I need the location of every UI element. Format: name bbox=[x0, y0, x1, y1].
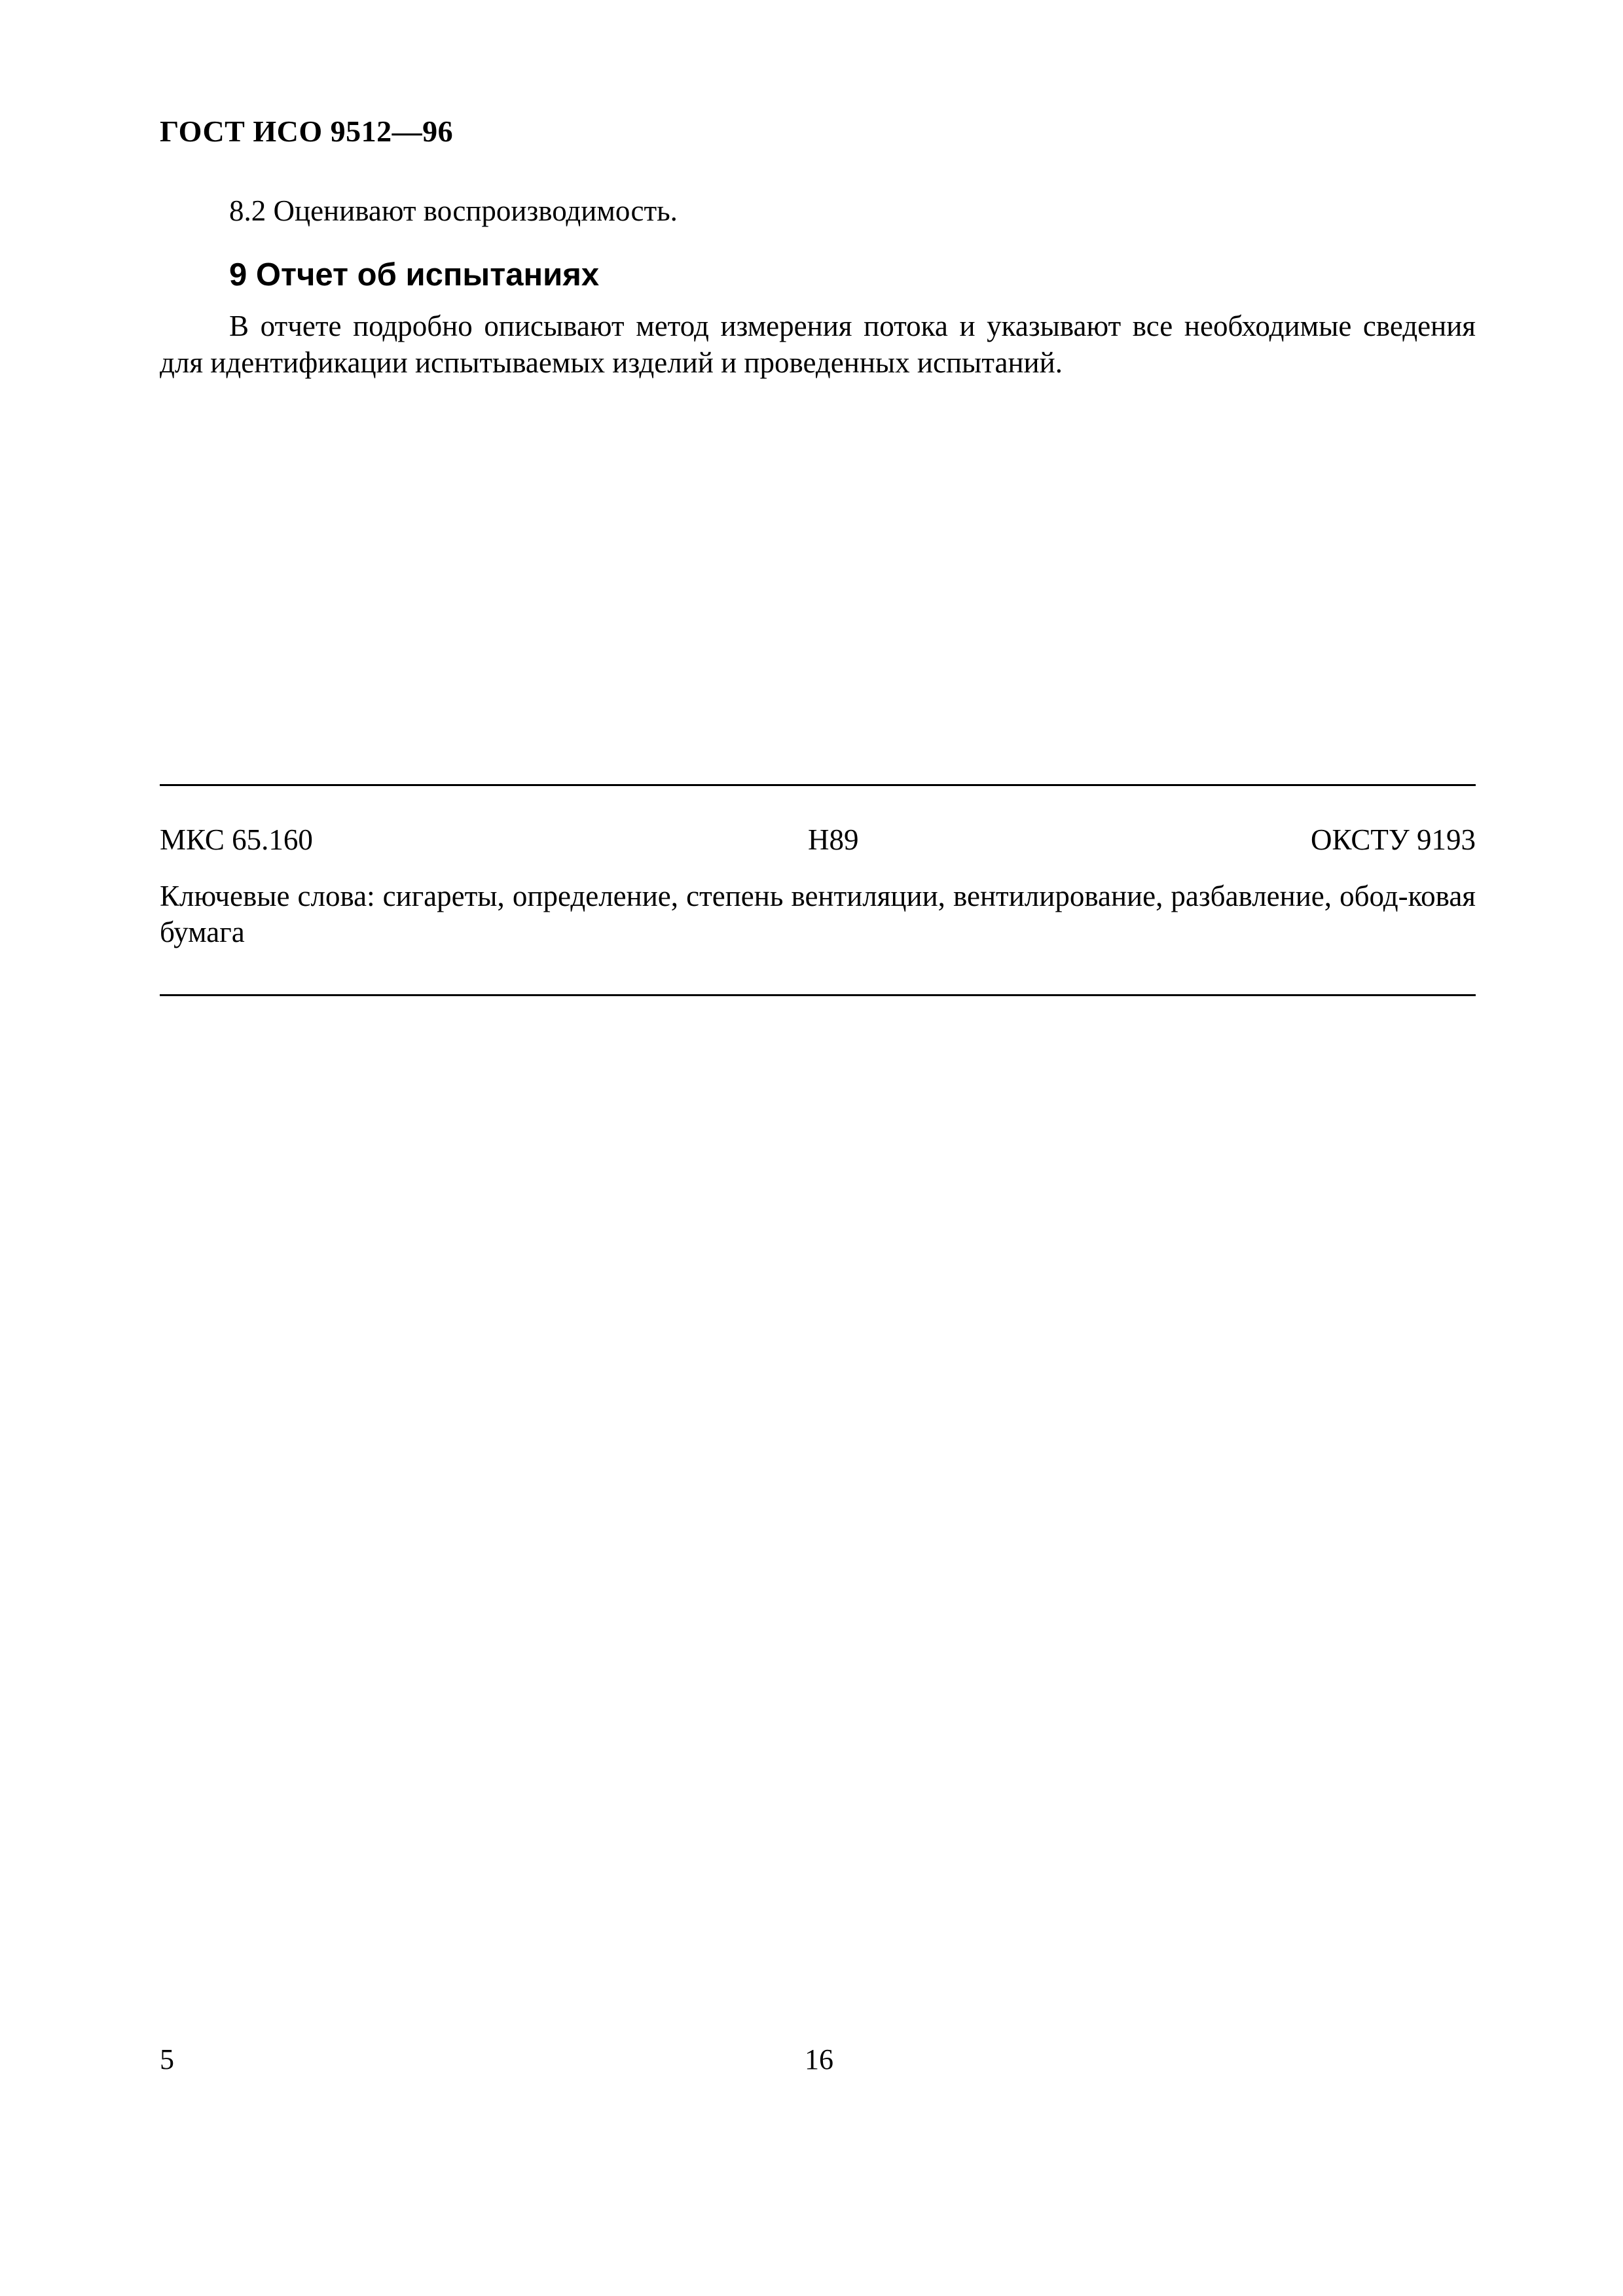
clause-8-2: 8.2 Оценивают воспроизводимость. bbox=[229, 194, 678, 227]
section-9-paragraph: В отчете подробно описывают метод измерения потока и указывают все необходимые сведения для идентификации испытываемых изделий и проведенных испытаний. bbox=[160, 310, 1476, 379]
page-number-left: 5 bbox=[160, 2043, 174, 2075]
divider-bottom bbox=[160, 994, 1476, 996]
page-number-center: 16 bbox=[805, 2043, 833, 2075]
divider-top bbox=[160, 784, 1476, 786]
mks-code: МКС 65.160 bbox=[160, 823, 313, 856]
standard-code-header: ГОСТ ИСО 9512—96 bbox=[160, 115, 454, 148]
classification-codes-row bbox=[160, 820, 1476, 859]
keywords-paragraph: Ключевые слова: сигареты, определение, степень вентиляции, вентилирование, разбавление, обод-ковая бумага bbox=[160, 880, 1476, 948]
section-9-heading: 9 Отчет об испытаниях bbox=[229, 257, 600, 293]
okstu-code: ОКСТУ 9193 bbox=[1310, 823, 1476, 856]
okc-code: Н89 bbox=[808, 823, 859, 856]
